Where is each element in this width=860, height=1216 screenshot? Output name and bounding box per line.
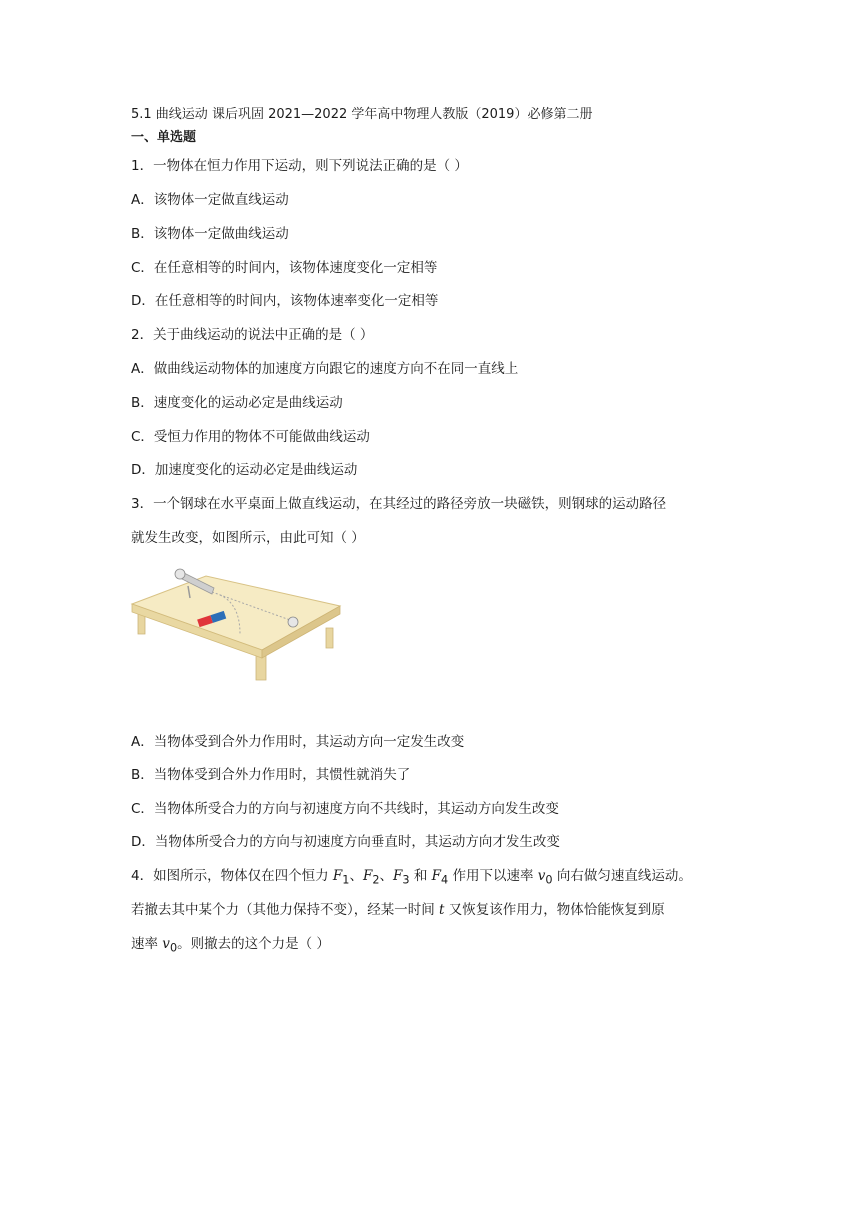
question-4-text: 。则撤去的这个力是（ ） — [177, 936, 330, 952]
question-4-text: 4．如图所示，物体仅在四个恒力 — [131, 868, 333, 884]
force-f3-subscript: 3 — [402, 873, 410, 887]
question-1-option-b: B．该物体一定做曲线运动 — [131, 226, 289, 242]
separator: 、 — [379, 868, 393, 884]
question-3-option-d: D．当物体所受合力的方向与初速度方向垂直时，其运动方向才发生改变 — [131, 834, 560, 850]
question-2-option-c: C．受恒力作用的物体不可能做曲线运动 — [131, 429, 370, 445]
question-2-option-d: D．加速度变化的运动必定是曲线运动 — [131, 462, 358, 478]
force-f3: F — [392, 868, 403, 884]
question-3-option-c: C．当物体所受合力的方向与初速度方向不共线时，其运动方向发生改变 — [131, 801, 559, 817]
question-3-option-b: B．当物体受到合外力作用时，其惯性就消失了 — [131, 767, 411, 783]
question-2-option-a: A．做曲线运动物体的加速度方向跟它的速度方向不在同一直线上 — [131, 361, 519, 377]
question-4-stem-line-3 — [131, 935, 330, 958]
question-1-option-d: D．在任意相等的时间内，该物体速率变化一定相等 — [131, 293, 439, 309]
question-4-text: 作用下以速率 — [448, 868, 538, 884]
conjunction: 和 — [409, 868, 432, 884]
force-f4-subscript: 4 — [441, 873, 449, 887]
speed-v0: v — [162, 936, 170, 952]
section-heading: 一、单选题 — [131, 130, 197, 145]
speed-v0-subscript: 0 — [545, 873, 553, 887]
question-4-text: 向右做匀速直线运动。 — [552, 868, 692, 884]
force-f1-subscript: 1 — [342, 873, 350, 887]
separator: 、 — [349, 868, 363, 884]
question-4-stem-line-1 — [131, 867, 692, 890]
table-magnet-figure — [128, 562, 348, 686]
speed-v0: v — [537, 868, 546, 884]
question-1-option-a: A．该物体一定做直线运动 — [131, 192, 289, 208]
force-f2-subscript: 2 — [372, 873, 380, 887]
question-2-stem: 2．关于曲线运动的说法中正确的是（ ） — [131, 327, 374, 343]
force-f2: F — [362, 868, 373, 884]
question-4-stem-line-2 — [131, 901, 665, 919]
time-t: t — [439, 902, 445, 918]
question-4-text: 又恢复该作用力，物体恰能恢复到原 — [444, 902, 665, 918]
question-3-option-a: A．当物体受到合外力作用时，其运动方向一定发生改变 — [131, 734, 465, 750]
question-3-stem-line-1: 3．一个钢球在水平桌面上做直线运动，在其经过的路径旁放一块磁铁，则钢球的运动路径 — [131, 496, 667, 512]
force-f1: F — [332, 868, 343, 884]
force-f4: F — [431, 868, 441, 884]
question-4-text: 速率 — [131, 936, 163, 952]
question-2-option-b: B．速度变化的运动必定是曲线运动 — [131, 395, 343, 411]
speed-v0-subscript: 0 — [169, 941, 178, 955]
document-title: 5.1 曲线运动 课后巩固 2021—2022 学年高中物理人教版（2019）必修第二册 — [131, 107, 593, 122]
question-3-stem-line-2: 就发生改变，如图所示，由此可知（ ） — [131, 530, 365, 546]
question-4-text: 若撤去其中某个力（其他力保持不变），经某一时间 — [131, 902, 440, 918]
table-magnet-steel-ball-illustration — [128, 562, 348, 686]
question-1-option-c: C．在任意相等的时间内，该物体速度变化一定相等 — [131, 260, 438, 276]
question-1-stem: 1．一物体在恒力作用下运动，则下列说法正确的是（ ） — [131, 158, 468, 174]
